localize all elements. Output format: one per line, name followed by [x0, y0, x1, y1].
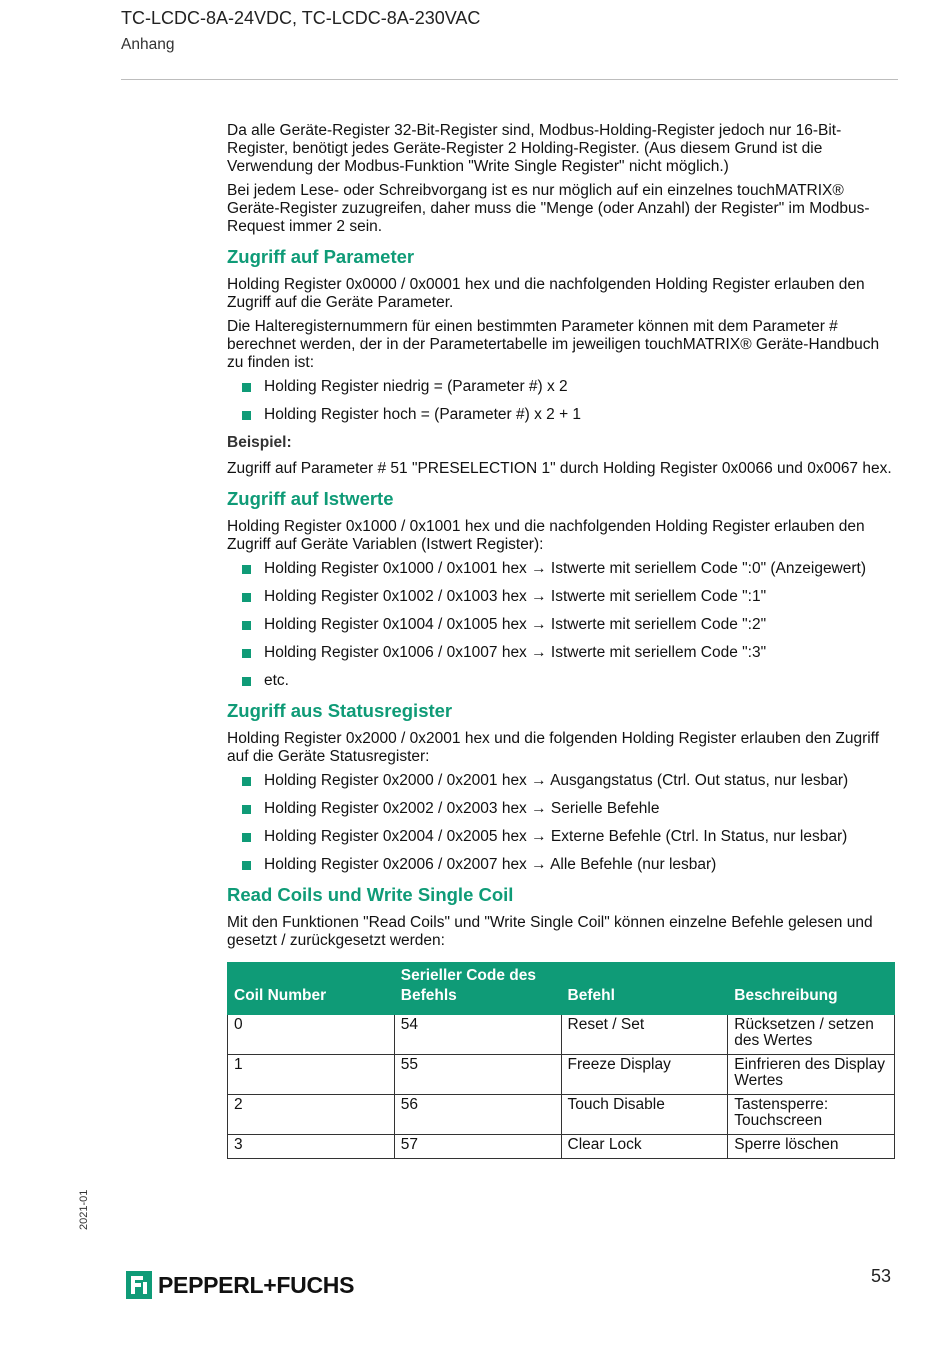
- bullet-square-icon: [242, 805, 251, 814]
- bullet-square-icon: [242, 383, 251, 392]
- bullet-square-icon: [242, 677, 251, 686]
- brand-logo: [126, 1271, 354, 1299]
- list-item: [227, 406, 897, 424]
- table-cell: 55: [394, 1055, 561, 1095]
- table-cell: Freeze Display: [561, 1055, 728, 1095]
- revision-date: 2021-01: [78, 1189, 90, 1230]
- table-cell: 2: [228, 1095, 395, 1135]
- table-cell: 1: [228, 1055, 395, 1095]
- example-text: Zugriff auf Parameter # 51 "PRESELECTION 1" durch Holding Register 0x0066 und 0x0067 hex.: [227, 460, 892, 477]
- list-item-text: Holding Register 0x1006 / 0x1007 hex → Istwerte mit seriellem Code ":3": [264, 644, 767, 661]
- table-cell: 3: [228, 1135, 395, 1159]
- table-cell: Touch Disable: [561, 1095, 728, 1135]
- intro-paragraph: Da alle Geräte-Register 32-Bit-Register sind, Modbus-Holding-Register jedoch nur 16-Bit-Register, benötigt jedes Geräte-Register 2 Holding-Register. (Aus diesem Grund ist die Verwendung der Modbus-Funktion "Write Single Register" nicht möglich.): [227, 122, 842, 175]
- bullet-square-icon: [242, 565, 251, 574]
- bullet-square-icon: [242, 649, 251, 658]
- page-number: 53: [871, 1266, 892, 1286]
- paragraph: Holding Register 0x0000 / 0x0001 hex und die nachfolgenden Holding Register erlauben den Zugriff auf die Geräte Parameter.: [227, 276, 865, 311]
- table-row: [228, 1015, 895, 1055]
- heading-parameter: Zugriff auf Parameter: [227, 246, 415, 267]
- bullet-square-icon: [242, 777, 251, 786]
- list-item-text: Holding Register hoch = (Parameter #) x 2 + 1: [264, 406, 582, 423]
- table-cell: 54: [394, 1015, 561, 1055]
- section-label: Anhang: [121, 36, 175, 53]
- table-header-row: [228, 963, 895, 1015]
- table-cell: Clear Lock: [561, 1135, 728, 1159]
- list-item: [227, 856, 897, 874]
- list-item: [227, 560, 897, 578]
- list-item-text: Holding Register 0x2004 / 0x2005 hex → Externe Befehle (Ctrl. In Status, nur lesbar): [264, 828, 848, 845]
- list-item: [227, 672, 897, 690]
- paragraph: Holding Register 0x2000 / 0x2001 hex und die folgenden Holding Register erlauben den Zugriff auf die Geräte Statusregister:: [227, 730, 880, 765]
- paragraph: Mit den Funktionen "Read Coils" und "Write Single Coil" können einzelne Befehle gelesen und gesetzt / zurückgesetzt werden:: [227, 914, 873, 949]
- table-cell: Sperre löschen: [728, 1135, 895, 1159]
- bullet-list: [227, 772, 897, 874]
- column-header: Serieller Code des Befehls: [394, 963, 561, 1015]
- column-header: Beschreibung: [728, 963, 895, 1015]
- table-cell: Tastensperre: Touchscreen: [728, 1095, 895, 1135]
- column-header: Coil Number: [228, 963, 395, 1015]
- example-label: Beispiel:: [227, 434, 292, 451]
- list-item: [227, 828, 897, 846]
- list-item: [227, 644, 897, 662]
- list-item-text: Holding Register 0x2006 / 0x2007 hex → Alle Befehle (nur lesbar): [264, 856, 717, 873]
- bullet-square-icon: [242, 833, 251, 842]
- list-item-text: Holding Register 0x1004 / 0x1005 hex → Istwerte mit seriellem Code ":2": [264, 616, 767, 633]
- table-cell: 56: [394, 1095, 561, 1135]
- intro-paragraph: Bei jedem Lese- oder Schreibvorgang ist es nur möglich auf ein einzelnes touchMATRIX® Geräte-Register zuzugreifen, daher muss die "Menge (oder Anzahl) der Register" im Modbus-Request immer 2 sein.: [227, 182, 870, 235]
- document-title: TC-LCDC-8A-24VDC, TC-LCDC-8A-230VAC: [121, 8, 481, 28]
- heading-status: Zugriff aus Statusregister: [227, 700, 453, 721]
- paragraph: Holding Register 0x1000 / 0x1001 hex und die nachfolgenden Holding Register erlauben den Zugriff auf Geräte Variablen (Istwert Register):: [227, 518, 865, 553]
- list-item-text: etc.: [264, 672, 289, 689]
- bullet-list: [227, 560, 897, 690]
- brand-mark-icon: [126, 1271, 152, 1299]
- bullet-square-icon: [242, 593, 251, 602]
- list-item-text: Holding Register 0x2002 / 0x2003 hex → Serielle Befehle: [264, 800, 660, 817]
- paragraph: Die Halteregisternummern für einen bestimmten Parameter können mit dem Parameter # berechnet werden, der in der Parametertabelle im jeweiligen touchMATRIX® Geräte-Handbuch zu finden ist:: [227, 318, 880, 371]
- page-content: [227, 122, 897, 1159]
- table-row: [228, 1135, 895, 1159]
- list-item-text: Holding Register 0x1002 / 0x1003 hex → Istwerte mit seriellem Code ":1": [264, 588, 767, 605]
- brand-name: PEPPERL+FUCHS: [158, 1271, 355, 1298]
- bullet-square-icon: [242, 621, 251, 630]
- list-item-text: Holding Register niedrig = (Parameter #) x 2: [264, 378, 568, 395]
- list-item: [227, 800, 897, 818]
- list-item-text: Holding Register 0x1000 / 0x1001 hex → Istwerte mit seriellem Code ":0" (Anzeigewert): [264, 560, 867, 577]
- table-row: [228, 1095, 895, 1135]
- table-cell: Rücksetzen / setzen des Wertes: [728, 1015, 895, 1055]
- list-item: [227, 616, 897, 634]
- table-cell: 0: [228, 1015, 395, 1055]
- header-divider: [121, 79, 898, 80]
- heading-istwerte: Zugriff auf Istwerte: [227, 488, 394, 509]
- table-cell: Einfrieren des Display Wertes: [728, 1055, 895, 1095]
- table-cell: 57: [394, 1135, 561, 1159]
- table-cell: Reset / Set: [561, 1015, 728, 1055]
- coils-table: [227, 962, 895, 1159]
- list-item-text: Holding Register 0x2000 / 0x2001 hex → Ausgangstatus (Ctrl. Out status, nur lesbar): [264, 772, 849, 789]
- bullet-square-icon: [242, 411, 251, 420]
- bullet-list: [227, 378, 897, 424]
- column-header: Befehl: [561, 963, 728, 1015]
- heading-coils: Read Coils und Write Single Coil: [227, 884, 514, 905]
- list-item: [227, 588, 897, 606]
- list-item: [227, 772, 897, 790]
- table-row: [228, 1055, 895, 1095]
- bullet-square-icon: [242, 861, 251, 870]
- list-item: [227, 378, 897, 396]
